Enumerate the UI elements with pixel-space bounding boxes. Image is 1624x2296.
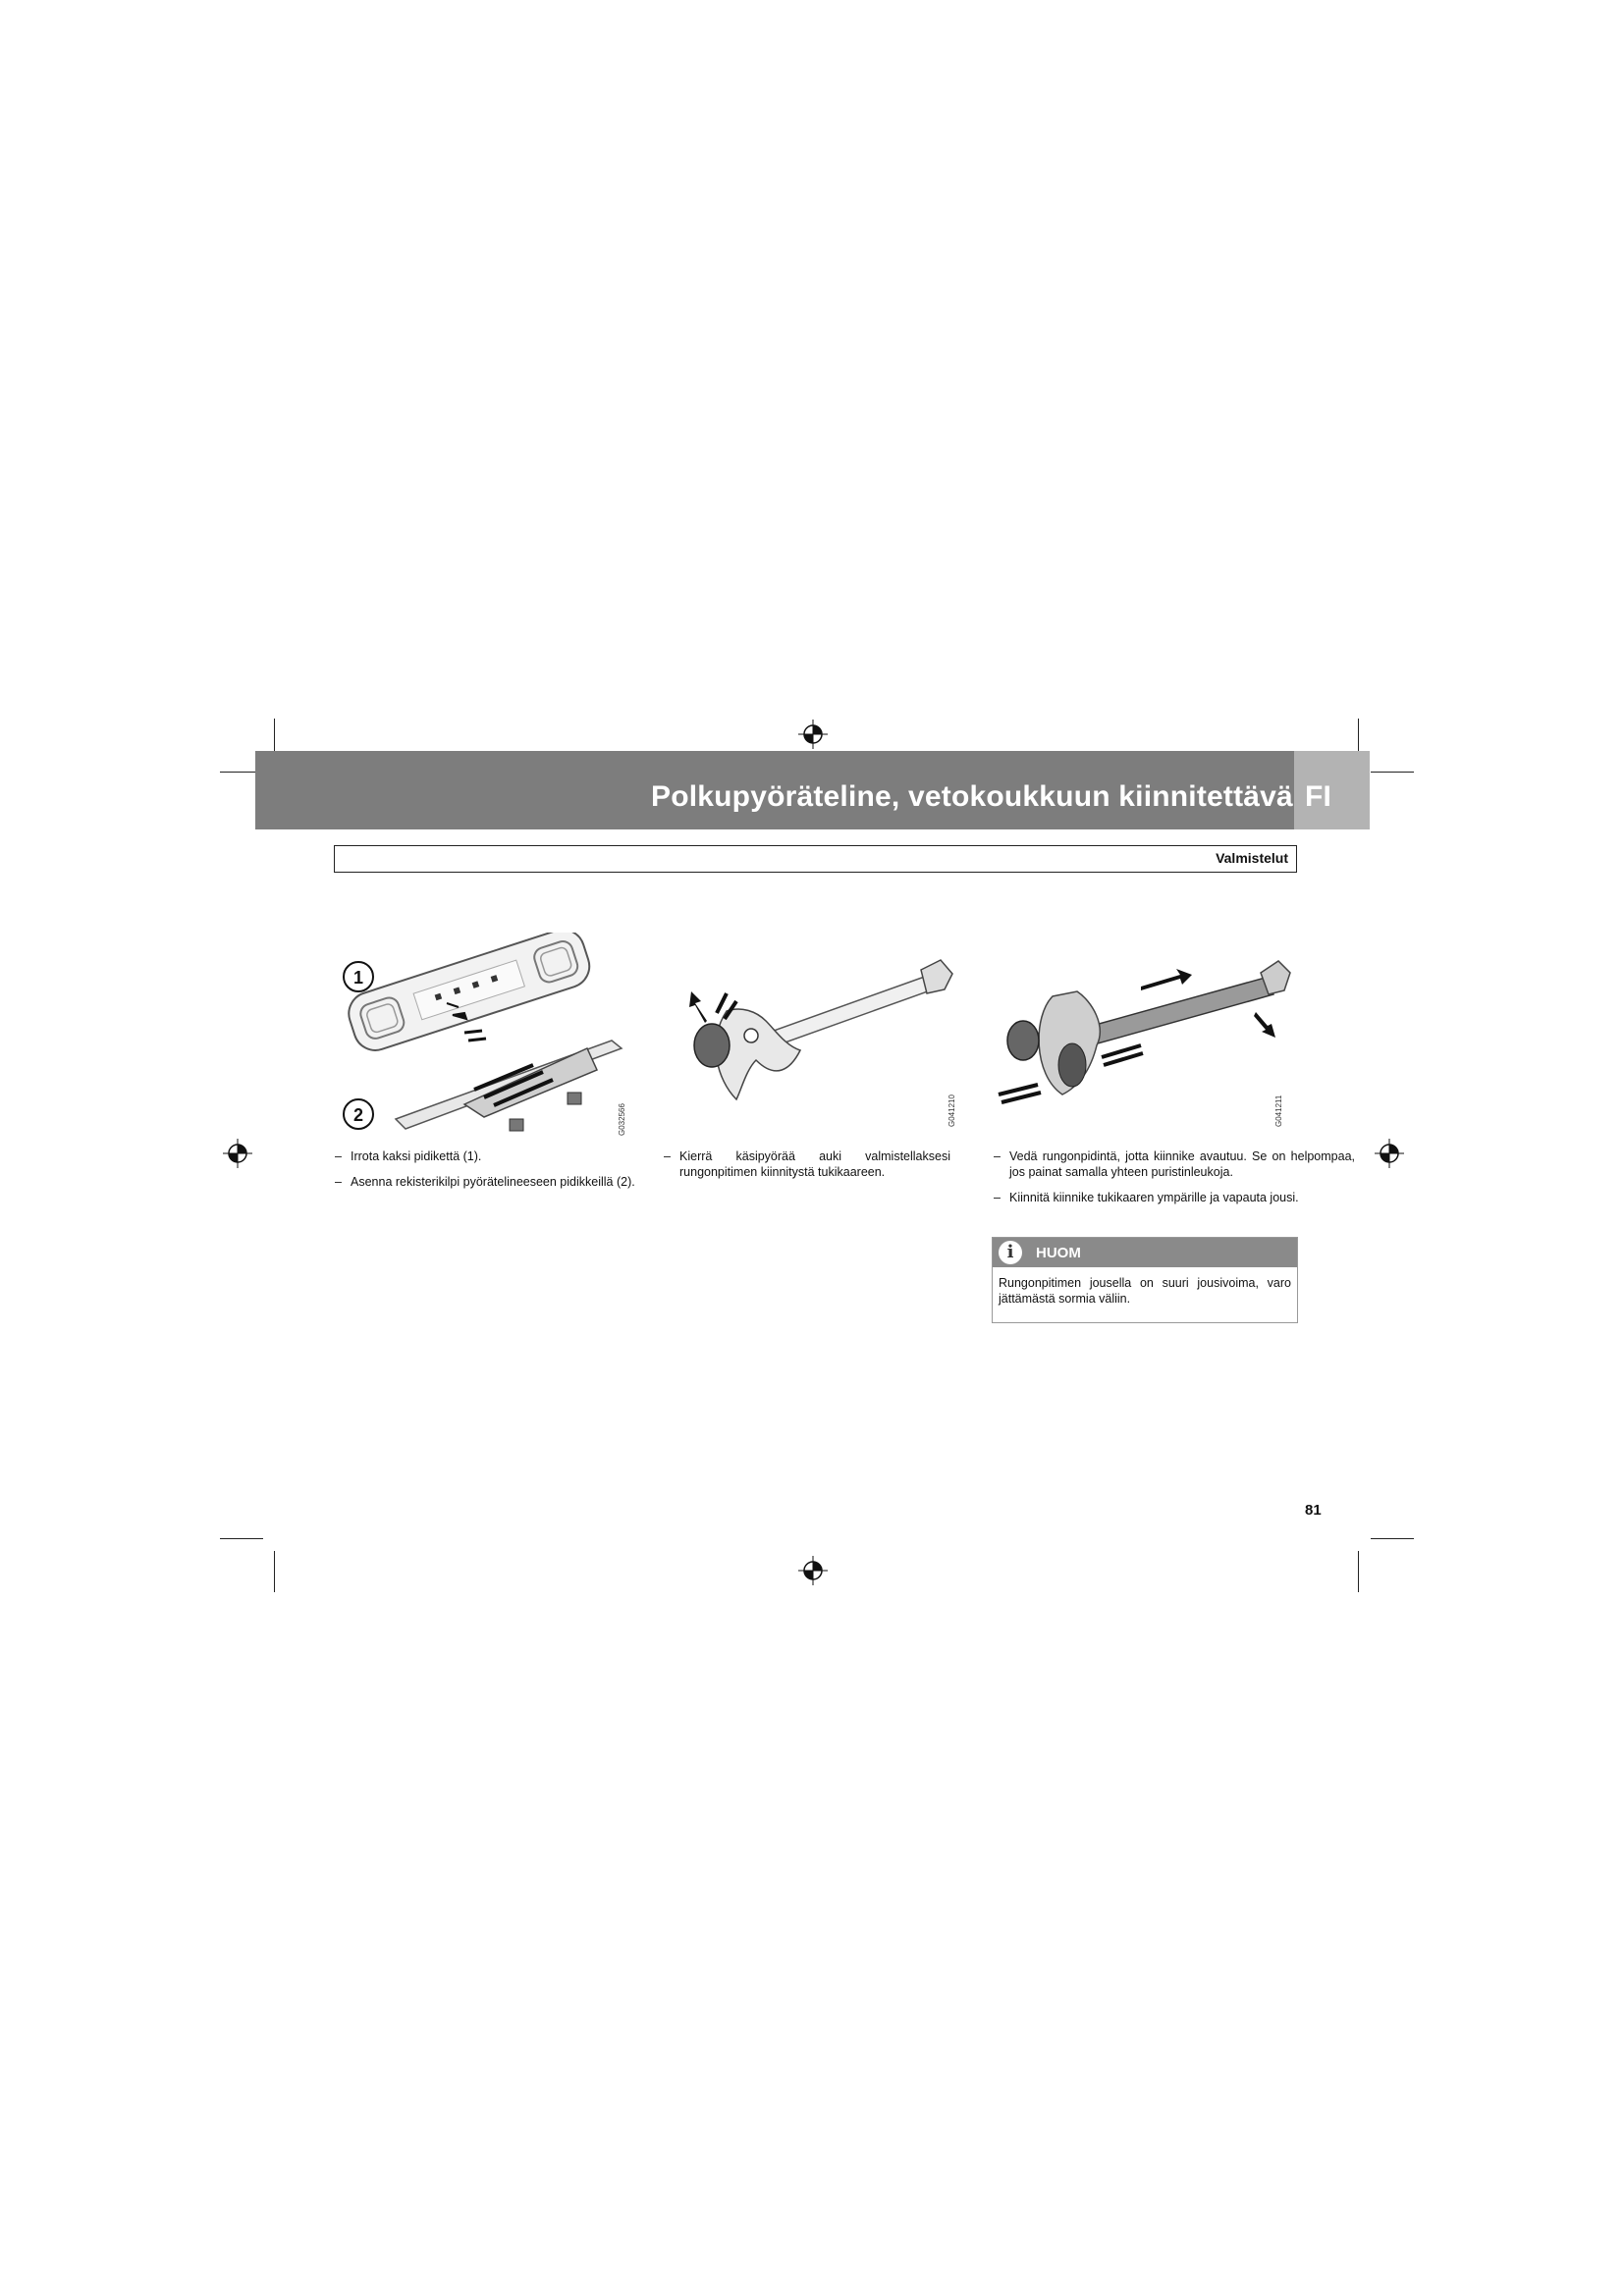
handwheel-drawing — [1007, 1021, 1039, 1060]
crop-mark — [1358, 1551, 1359, 1592]
registration-mark-icon — [798, 1556, 828, 1585]
figure-code: G041210 — [947, 1095, 956, 1127]
license-plate-drawing — [344, 933, 595, 1056]
instruction-step: – Kierrä käsipyörää auki valmistellaksesi rungonpitimen kiinnitystä tukikaareen. — [664, 1148, 950, 1180]
instruction-column-2 — [664, 1148, 950, 1190]
language-code: FI — [1304, 780, 1331, 813]
instruction-step: – Irrota kaksi pidikettä (1). — [335, 1148, 659, 1164]
rotate-arrow-icon — [689, 991, 707, 1023]
registration-mark-icon — [1375, 1139, 1404, 1168]
instruction-step: – Vedä rungonpidintä, jotta kiinnike avautuu. Se on helpompaa, jos painat samalla yhteen puristinleukoja. — [994, 1148, 1355, 1180]
arrow-icon — [1102, 1045, 1143, 1065]
page-title — [651, 780, 1331, 814]
instruction-column-3 — [994, 1148, 1355, 1215]
section-label: Valmistelut — [1216, 850, 1288, 866]
page-number: 81 — [1305, 1502, 1322, 1519]
info-icon: i — [999, 1241, 1022, 1264]
crop-mark — [1371, 772, 1414, 773]
note-box — [992, 1237, 1298, 1323]
arrow-icon — [464, 1031, 486, 1041]
figure-license-plate-clips — [337, 933, 631, 1139]
figure-code: G041211 — [1274, 1095, 1283, 1127]
arrow-icon — [999, 1085, 1041, 1102]
arrow-icon — [1254, 1012, 1275, 1038]
pull-arrow-icon — [1141, 969, 1192, 990]
callout-1-label: 1 — [352, 968, 364, 988]
instruction-step: – Kiinnitä kiinnike tukikaaren ympärille ja vapauta jousi. — [994, 1190, 1351, 1205]
section-header — [334, 845, 1297, 873]
figure-frame-holder-handwheel — [668, 952, 962, 1119]
page-title-text: Polkupyöräteline, vetokoukkuun kiinnitettävä — [650, 780, 1293, 813]
figure-code: G032566 — [618, 1103, 626, 1136]
figure-pull-holder — [994, 947, 1298, 1124]
registration-mark-icon — [223, 1139, 252, 1168]
holder-bar-drawing — [1092, 977, 1273, 1043]
crop-mark — [1371, 1538, 1414, 1539]
registration-mark-icon — [798, 720, 828, 749]
instruction-step: – Asenna rekisterikilpi pyörätelineeseen pidikkeillä (2). — [335, 1174, 659, 1190]
crop-mark — [220, 1538, 263, 1539]
note-header — [993, 1238, 1297, 1267]
callout-2-label: 2 — [352, 1105, 364, 1125]
note-text: Rungonpitimen jousella on suuri jousivoima, varo jättämästä sormia väliin. — [999, 1276, 1291, 1306]
instruction-column-1 — [335, 1148, 659, 1200]
note-title: HUOM — [1036, 1245, 1081, 1261]
crop-mark — [274, 1551, 275, 1592]
handwheel-drawing — [694, 1024, 730, 1067]
